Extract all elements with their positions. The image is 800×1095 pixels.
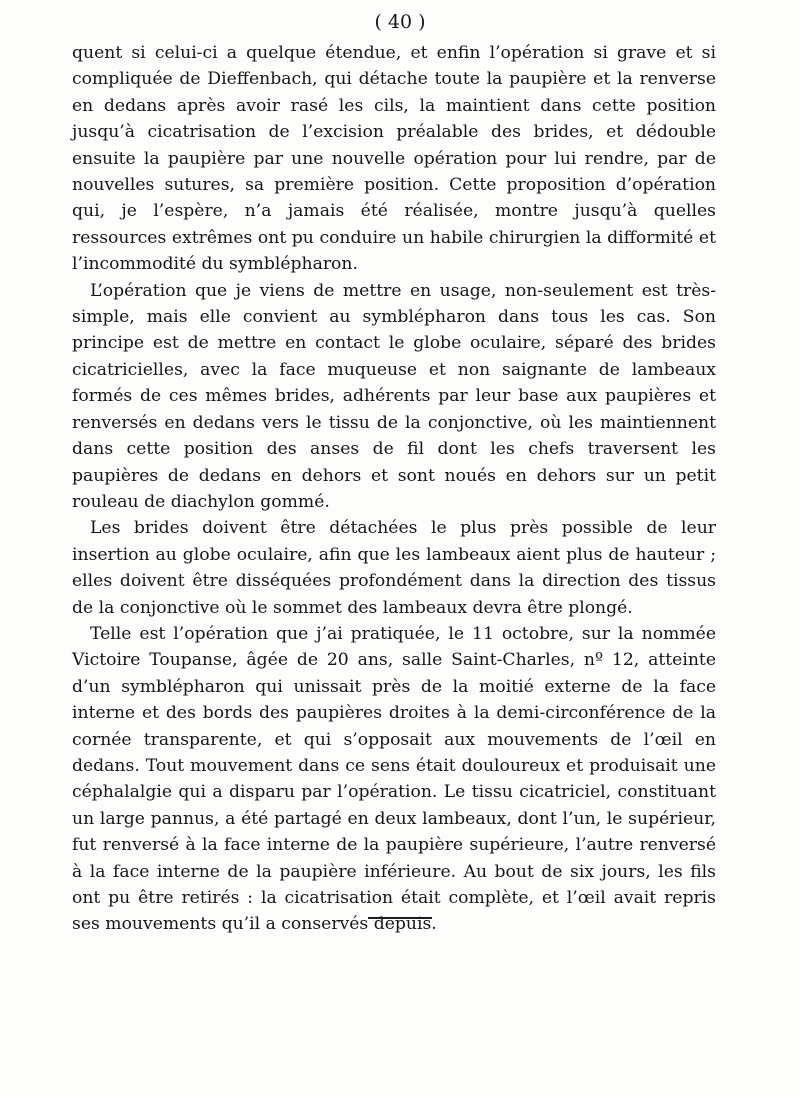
- body-text: [72, 40, 716, 938]
- paragraph-brides-detachment: Les brides doivent être détachées le plus près possible de leur insertion au globe oculaire, afin que les lambeaux aient plus de hauteur ; elles doivent être disséquées profondément dans la direction des tissus de la conjonctive où le sommet des lambeaux devra être plongé.: [72, 518, 716, 618]
- paragraph-operation-principle: L’opération que je viens de mettre en usage, non-seulement est très-simple, mais elle convient au symblépharon dans tous les cas. Son principe est de mettre en contact le globe oculaire, séparé des brides cicatricielles, avec la face muqueuse et non saignante de lambeaux formés de ces mêmes brides, adhérents par leur base aux paupières et renversés en dedans vers le tissu de la conjonctive, où les maintiennent dans cette position des anses de fil dont les chefs traversent les paupières de dedans en dehors et sont noués en dehors sur un petit rouleau de diachylon gommé.: [72, 280, 716, 512]
- paragraph-continuation: quent si celui-ci a quelque étendue, et enfin l’opération si grave et si compliquée de Dieffenbach, qui détache toute la paupière et la renverse en dedans après avoir rasé les cils, la maintient dans cette position jusqu’à cicatrisation de l’excision préalable des brides, et dédouble ensuite la paupière par une nouvelle opération pour lui rendre, par de nouvelles sutures, sa première position. Cette proposition d’opération qui, je l’espère, n’a jamais été réalisée, montre jusqu’à quelles ressources extrêmes ont pu conduire un habile chirurgien la difformité et l’incommodité du symblépharon.: [72, 43, 716, 275]
- section-end-rule: [368, 917, 432, 919]
- page-number: ( 40 ): [374, 11, 426, 33]
- paragraph-case-report: Telle est l’opération que j’ai pratiquée, le 11 octobre, sur la nommée Victoire Toupanse, âgée de 20 ans, salle Saint-Charles, nº 12, atteinte d’un symblépharon qui unissait près de la moitié externe de la face interne et des bords des paupières droites à la demi-circonférence de la cornée transparente, et qui s’opposait aux mouvements de l’œil en dedans. Tout mouvement dans ce sens était douloureux et produisait une céphalalgie qui a disparu par l’opération. Le tissu cicatriciel, constituant un large pannus, a été partagé en deux lambeaux, dont l’un, le supérieur, fut renversé à la face interne de la paupière supérieure, l’autre renversé à la face interne de la paupière inférieure. Au bout de six jours, les fils ont pu être retirés : la cicatrisation était complète, et l’œil avait repris ses mouvements qu’il a conservés depuis.: [72, 623, 716, 935]
